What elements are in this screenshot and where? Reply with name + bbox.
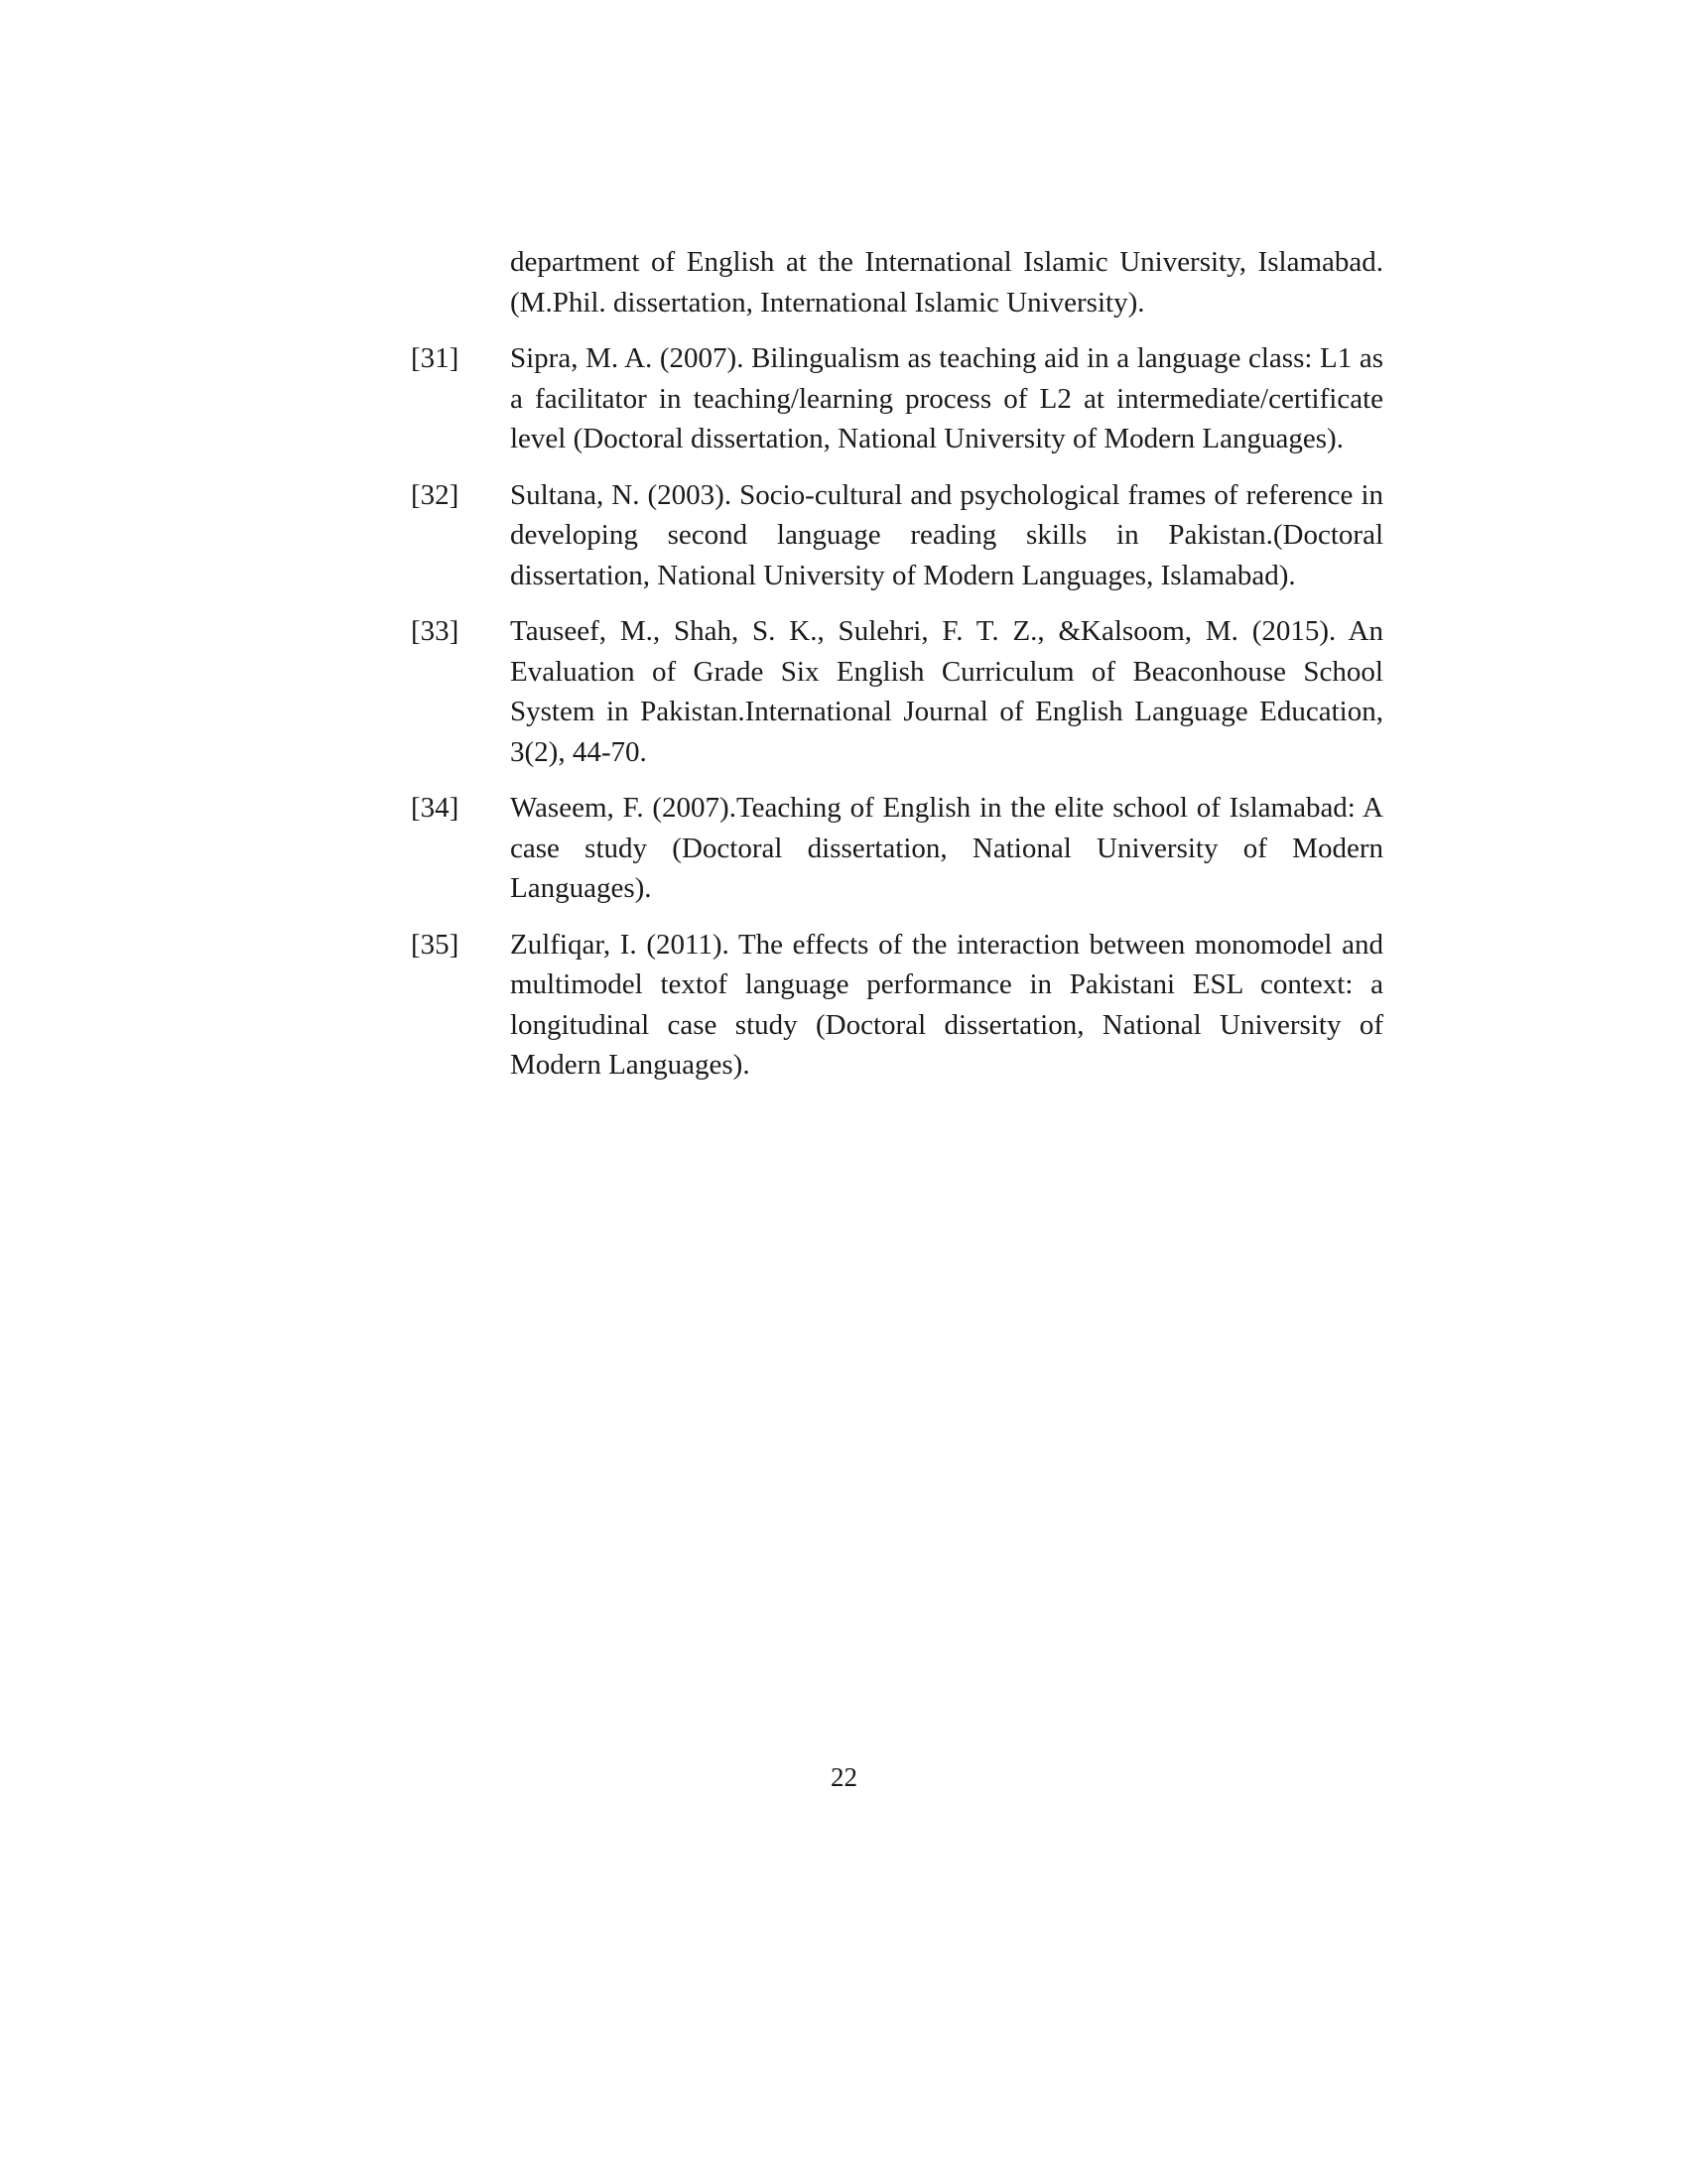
reference-number: [32]	[411, 478, 459, 511]
reference-text: Tauseef, M., Shah, S. K., Sulehri, F. T. Z., &Kalsoom, M. (2015). An Evaluation of Grade Six English Curriculum of Beaconhouse School System in Pakistan.International Journal of English Language Education, 3(2), 44-70.	[510, 615, 1383, 768]
reference-text: Waseem, F. (2007).Teaching of English in the elite school of Islamabad: A case study (Doctoral dissertation, National University of Modern Languages).	[510, 792, 1383, 904]
reference-text: Sipra, M. A. (2007). Bilingualism as teaching aid in a language class: L1 as a facilitator in teaching/learning process of L2 at intermediate/certificate level (Doctoral dissertation, National University of Modern Languages).	[510, 342, 1383, 454]
reference-item-continued	[411, 242, 1383, 322]
reference-text: Sultana, N. (2003). Socio-cultural and psychological frames of reference in developing second language reading skills in Pakistan.(Doctoral dissertation, National University of Modern Languages, Islamabad).	[510, 478, 1383, 591]
reference-number: [31]	[411, 342, 459, 374]
reference-number: [34]	[411, 792, 459, 824]
reference-item-35	[411, 925, 1383, 1086]
reference-item-33	[411, 611, 1383, 772]
reference-text: Zulfiqar, I. (2011). The effects of the interaction between monomodel and multimodel textof language performance in Pakistani ESL context: a longitudinal case study (Doctoral dissertation, National University of Modern Languages).	[510, 928, 1383, 1081]
reference-number: [35]	[411, 928, 459, 961]
reference-item-34	[411, 788, 1383, 909]
page-number: 22	[831, 1762, 857, 1792]
reference-number: [33]	[411, 615, 459, 647]
reference-text: department of English at the International Islamic University, Islamabad. (M.Phil. dissertation, International Islamic University).	[510, 246, 1383, 319]
reference-item-31	[411, 338, 1383, 459]
reference-item-32	[411, 475, 1383, 596]
reference-list	[411, 242, 1383, 1101]
